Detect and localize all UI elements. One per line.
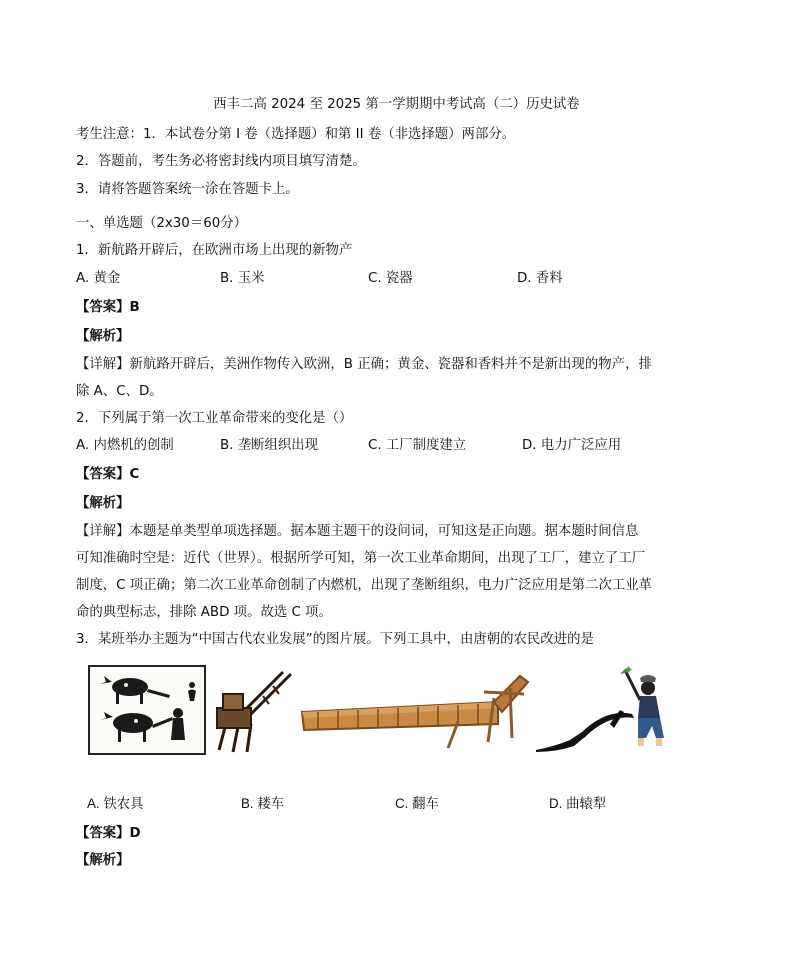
q1-detail-line-1: 【详解】新航路开辟后，美洲作物传入欧洲，B 正确；黄金、瓷器和香料并不是新出现的物产，排 [76, 357, 652, 372]
q2-analysis-label: 【解析】 [76, 496, 130, 511]
q2-detail-line-1: 【详解】本题是单类型单项选择题。据本题主题干的设问词，可知这是正向题。据本题时间信息 [76, 524, 639, 539]
q2-detail-line-3: 制度，C 项正确；第二次工业革命创制了内燃机，出现了垄断组织，电力广泛应用是第二次工业革 [76, 578, 653, 593]
q3-option-a: A. 铁农具 [87, 796, 144, 811]
section-heading: 一、单选题（2x30＝60分） [76, 216, 248, 231]
q3-option-b: B. 耧车 [241, 796, 285, 811]
q3-analysis-label: 【解析】 [76, 853, 130, 868]
chain-pump-image [298, 672, 530, 750]
q2-option-c: C. 工厂制度建立 [368, 438, 467, 453]
q3-stem: 3．某班举办主题为“中国古代农业发展”的图片展。下列工具中，由唐朝的农民改进的是 [76, 632, 594, 647]
q3-answer: 【答案】D [76, 826, 141, 841]
q2-detail-line-2: 可知准确时空是：近代（世界）。根据所学可知，第一次工业革命期间，出现了工厂，建立了工厂 [76, 551, 646, 566]
q2-option-a: A. 内燃机的创制 [76, 438, 174, 453]
q1-option-d: D. 香料 [517, 271, 563, 286]
q1-answer: 【答案】B [76, 300, 140, 315]
notice-line-2: 2．答题前，考生务必将密封线内项目填写清楚。 [76, 154, 366, 169]
q2-detail-line-4: 命的典型标志，排除 ABD 项。故选 C 项。 [76, 605, 332, 620]
q2-option-b: B. 垄断组织出现 [220, 438, 319, 453]
iron-tools-woodcut-image [88, 665, 206, 755]
q1-analysis-label: 【解析】 [76, 329, 130, 344]
exam-title: 西丰二高 2024 至 2025 第一学期期中考试高（二）历史试卷 [213, 97, 580, 112]
q1-option-c: C. 瓷器 [368, 271, 413, 286]
q2-option-d: D. 电力广泛应用 [522, 438, 622, 453]
curved-plough-image [536, 662, 676, 754]
q3-option-d: D. 曲辕犁 [549, 796, 607, 811]
q1-detail-line-2: 除 A、C、D。 [76, 384, 163, 399]
q3-option-c: C. 翻车 [395, 796, 439, 811]
q2-stem: 2．下列属于第一次工业革命带来的变化是（） [76, 411, 353, 426]
notice-line-1: 考生注意：1．本试卷分第 I 卷（选择题）和第 II 卷（非选择题）两部分。 [76, 127, 516, 142]
notice-line-3: 3．请将答题答案统一涂在答题卡上。 [76, 182, 299, 197]
q1-option-a: A. 黄金 [76, 271, 121, 286]
q2-answer: 【答案】C [76, 467, 140, 482]
q1-option-b: B. 玉米 [220, 271, 265, 286]
seed-drill-image [207, 668, 297, 756]
q1-stem: 1．新航路开辟后，在欧洲市场上出现的新物产 [76, 243, 353, 258]
